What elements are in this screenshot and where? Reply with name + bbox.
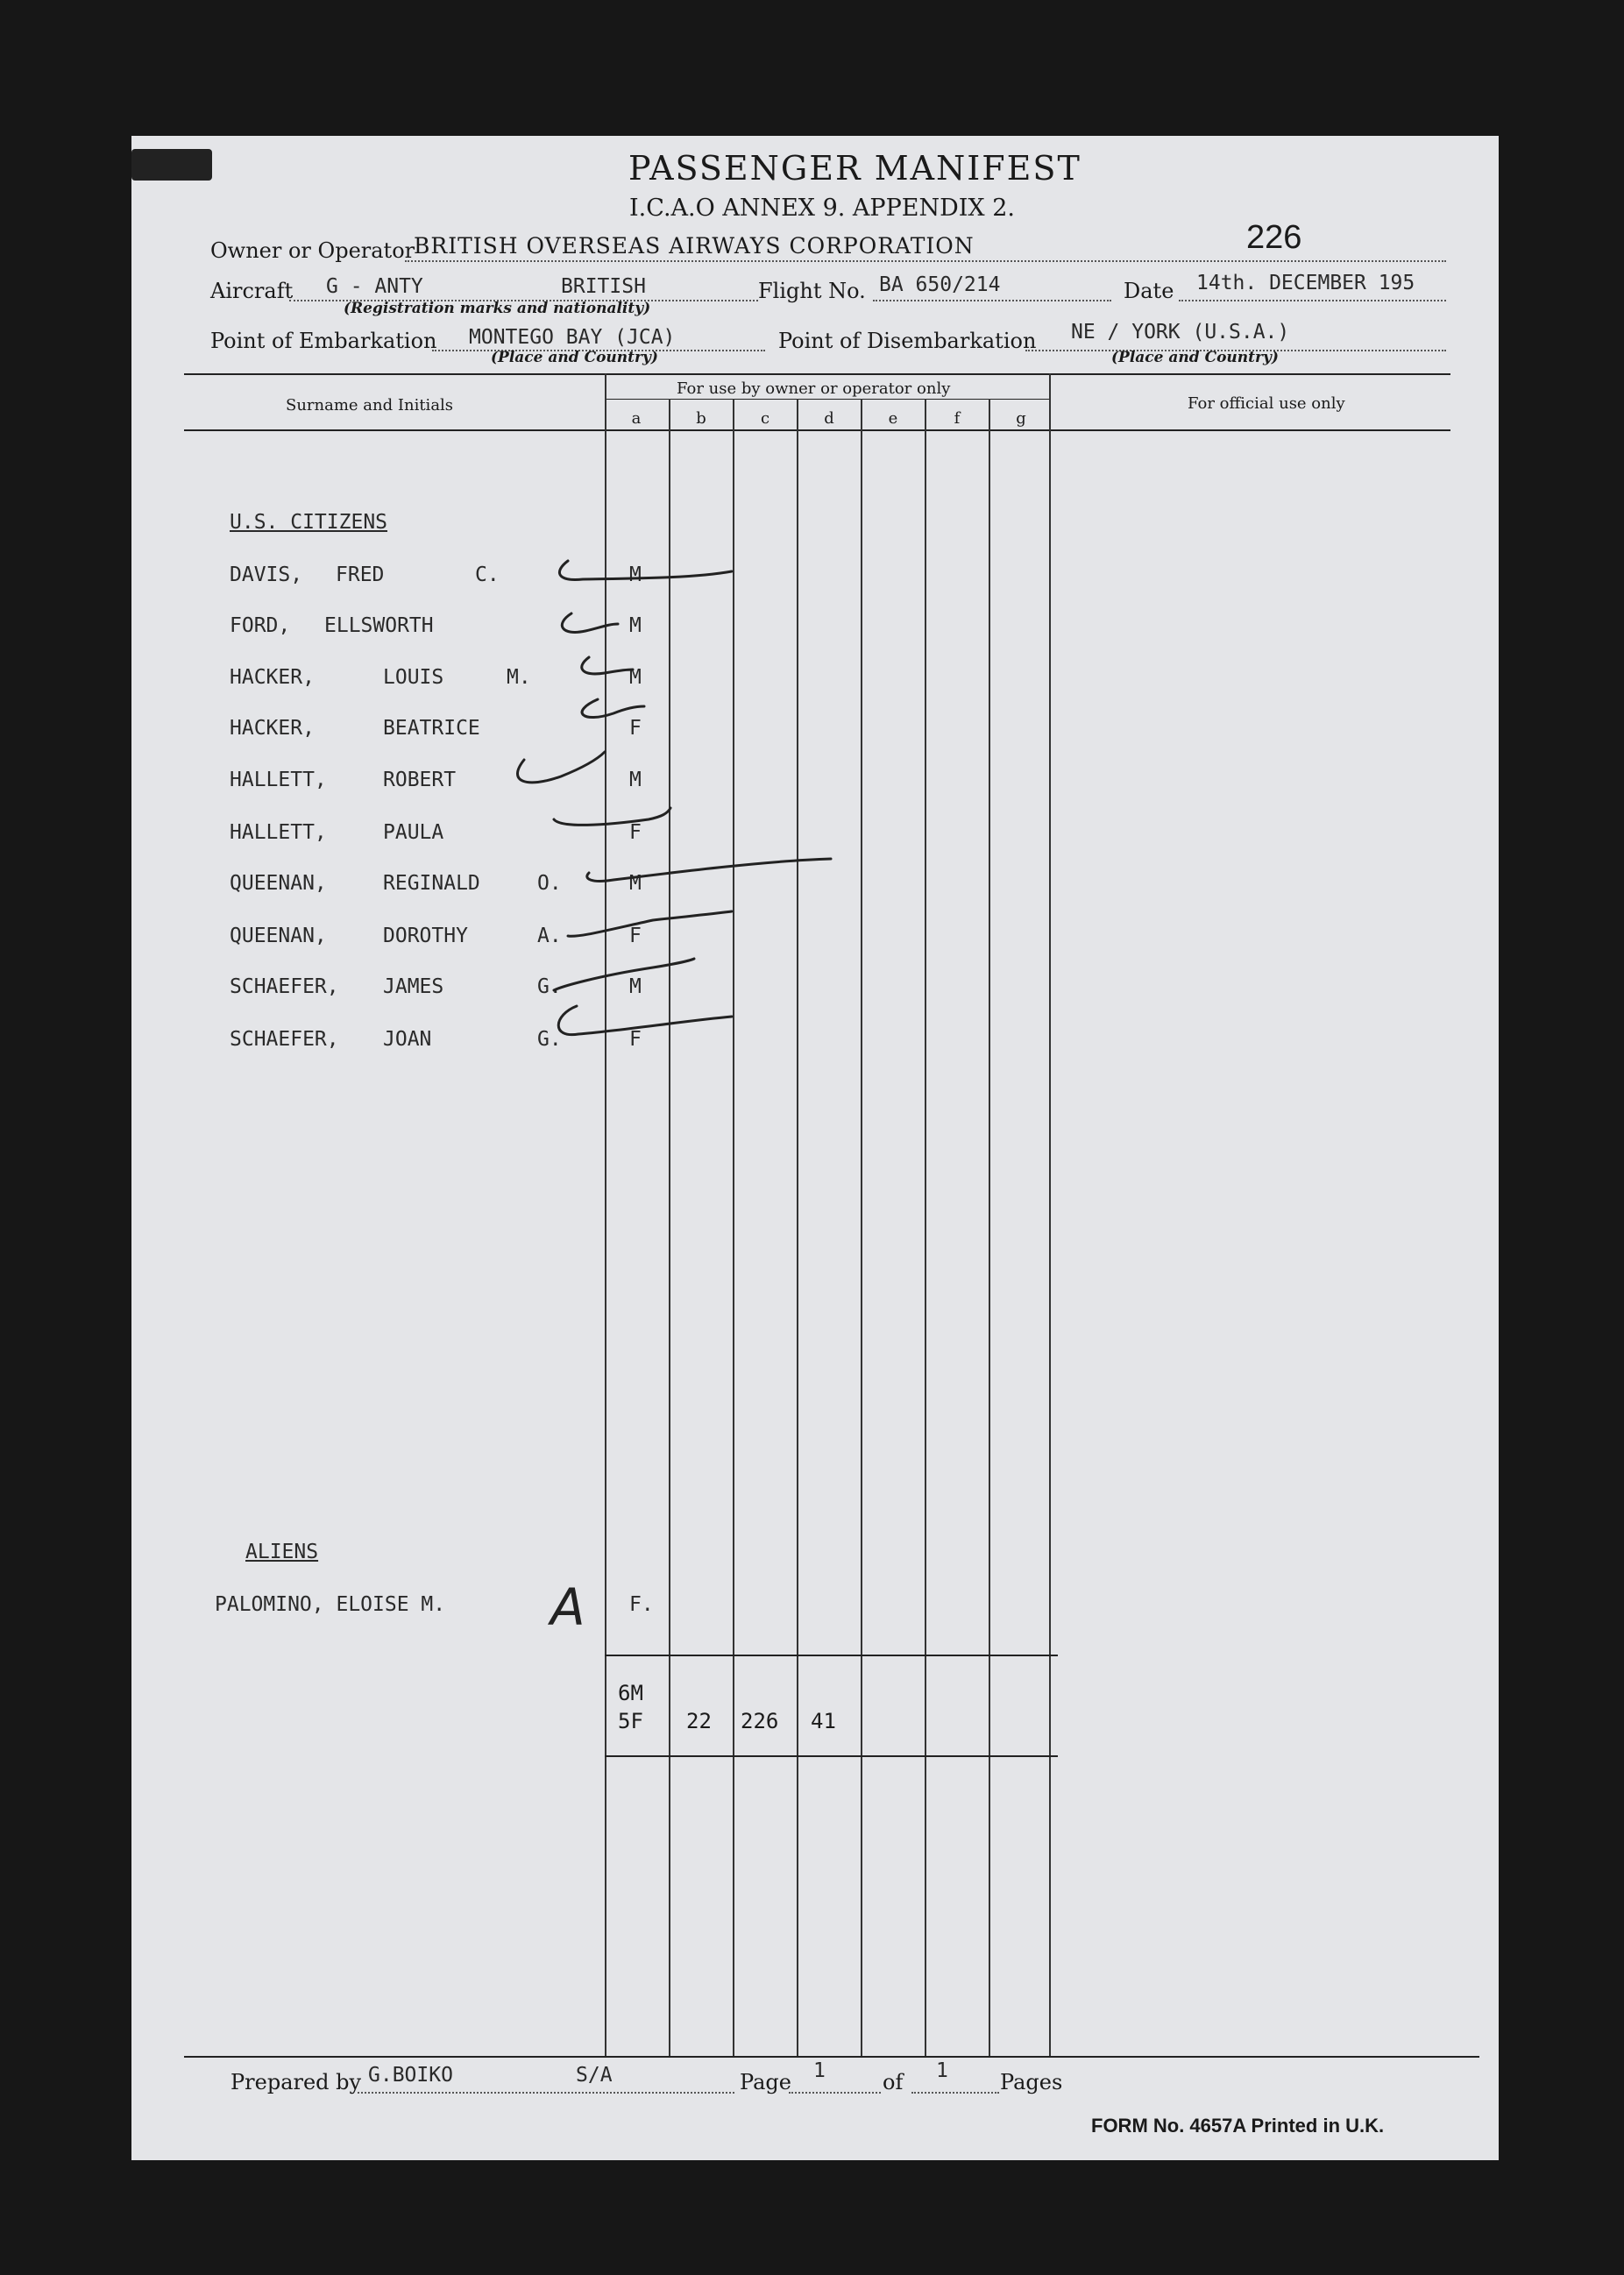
flight-label: Flight No.: [758, 279, 866, 303]
prepared-by-role: S/A: [576, 2064, 613, 2087]
embarkation-label: Point of Embarkation: [210, 329, 437, 353]
of-label: of: [883, 2070, 904, 2094]
aircraft-nationality: BRITISH: [561, 275, 646, 298]
column-a-header: a: [631, 409, 642, 428]
page-label: Page: [740, 2070, 791, 2094]
aircraft-caption: (Registration marks and nationality): [344, 300, 651, 317]
passenger-initial: O.: [537, 872, 562, 895]
check-mark: [517, 752, 605, 783]
date-label: Date: [1124, 279, 1174, 303]
passenger-surname: DAVIS,: [230, 563, 303, 586]
total-c: 226: [741, 1709, 779, 1733]
alien-sex: F.: [629, 1593, 654, 1616]
column-f-header: f: [954, 409, 961, 428]
passenger-sex: M: [629, 563, 642, 586]
total-female: 5F: [618, 1709, 643, 1733]
column-e-header: e: [888, 409, 898, 428]
passenger-sex: M: [629, 614, 642, 637]
column-g-header: g: [1016, 409, 1026, 428]
column-b-header: b: [696, 409, 706, 428]
page-total: 1: [936, 2059, 948, 2082]
disembarkation-caption: (Place and Country): [1111, 349, 1279, 366]
form-number: FORM No. 4657A Printed in U.K.: [1091, 2115, 1385, 2137]
passenger-sex: M: [629, 769, 642, 791]
form-title: PASSENGER MANIFEST: [628, 149, 1081, 188]
aircraft-label: Aircraft: [210, 279, 294, 303]
check-mark: [554, 808, 670, 825]
prepared-by-value: G.BOIKO: [368, 2064, 453, 2087]
passenger-given-name: REGINALD: [383, 872, 480, 895]
form-subtitle: I.C.A.O ANNEX 9. APPENDIX 2.: [629, 195, 1015, 222]
passenger-given-name: JAMES: [383, 975, 444, 998]
total-d: 41: [811, 1709, 836, 1733]
passenger-surname: HALLETT,: [230, 769, 327, 791]
passenger-sex: F: [629, 821, 642, 844]
alien-handwritten-mark: A: [550, 1577, 585, 1637]
embarkation-caption: (Place and Country): [491, 349, 658, 366]
check-mark: [562, 613, 618, 632]
passenger-sex: F: [629, 1028, 642, 1051]
aircraft-registration: G - ANTY: [326, 275, 423, 298]
check-mark: [568, 911, 732, 936]
passenger-given-name: LOUIS: [383, 666, 444, 689]
passenger-surname: SCHAEFER,: [230, 975, 339, 998]
total-male: 6M: [618, 1681, 643, 1705]
flight-number: BA 650/214: [879, 273, 1001, 296]
check-mark: [582, 657, 633, 674]
passenger-given-name: JOAN: [383, 1028, 432, 1051]
passenger-given-name: ROBERT: [383, 769, 457, 791]
passenger-surname: HACKER,: [230, 717, 315, 740]
passenger-surname: SCHAEFER,: [230, 1028, 339, 1051]
section-us-citizens: U.S. CITIZENS: [230, 511, 388, 534]
date-value: 14th. DECEMBER 195: [1196, 272, 1415, 294]
column-c-header: c: [760, 409, 770, 428]
disembarkation-label: Point of Disembarkation: [778, 329, 1037, 353]
passenger-initial: G.: [537, 1028, 562, 1051]
passenger-surname: HACKER,: [230, 666, 315, 689]
page-number: 1: [813, 2059, 826, 2082]
total-b: 22: [686, 1709, 712, 1733]
passenger-initial: M.: [507, 666, 531, 689]
passenger-given-name: PAULA: [383, 821, 444, 844]
prepared-by-label: Prepared by: [230, 2070, 362, 2094]
passenger-sex: F: [629, 717, 642, 740]
passenger-given-name: ELLSWORTH: [324, 614, 434, 637]
check-mark: [582, 699, 644, 718]
passenger-sex: F: [629, 925, 642, 947]
pages-label: Pages: [1000, 2070, 1063, 2094]
embarkation-value: MONTEGO BAY (JCA): [469, 326, 676, 349]
check-mark: [554, 959, 694, 990]
passenger-initial: C.: [475, 563, 500, 586]
name-column-header: Surname and Initials: [286, 396, 454, 415]
check-mark: [558, 1006, 732, 1035]
passenger-sex: M: [629, 975, 642, 998]
passenger-surname: QUEENAN,: [230, 872, 327, 895]
check-mark: [559, 561, 732, 579]
sheet-number: 226: [1246, 219, 1302, 256]
owner-value: BRITISH OVERSEAS AIRWAYS CORPORATION: [414, 233, 975, 259]
passenger-given-name: BEATRICE: [383, 717, 480, 740]
passenger-sex: M: [629, 872, 642, 895]
passenger-sex: M: [629, 666, 642, 689]
column-d-header: d: [824, 409, 834, 428]
alien-name: PALOMINO, ELOISE M.: [215, 1593, 446, 1616]
check-mark: [587, 859, 831, 881]
passenger-given-name: FRED: [336, 563, 385, 586]
passenger-given-name: DOROTHY: [383, 925, 468, 947]
section-aliens: ALIENS: [245, 1541, 319, 1563]
owner-label: Owner or Operator: [210, 238, 415, 263]
disembarkation-value: NE / YORK (U.S.A.): [1071, 321, 1290, 344]
passenger-surname: QUEENAN,: [230, 925, 327, 947]
passenger-surname: FORD,: [230, 614, 291, 637]
official-column-header: For official use only: [1188, 394, 1345, 413]
passenger-initial: G.: [537, 975, 562, 998]
passenger-initial: A.: [537, 925, 562, 947]
passenger-surname: HALLETT,: [230, 821, 327, 844]
operator-column-header: For use by owner or operator only: [677, 379, 951, 398]
